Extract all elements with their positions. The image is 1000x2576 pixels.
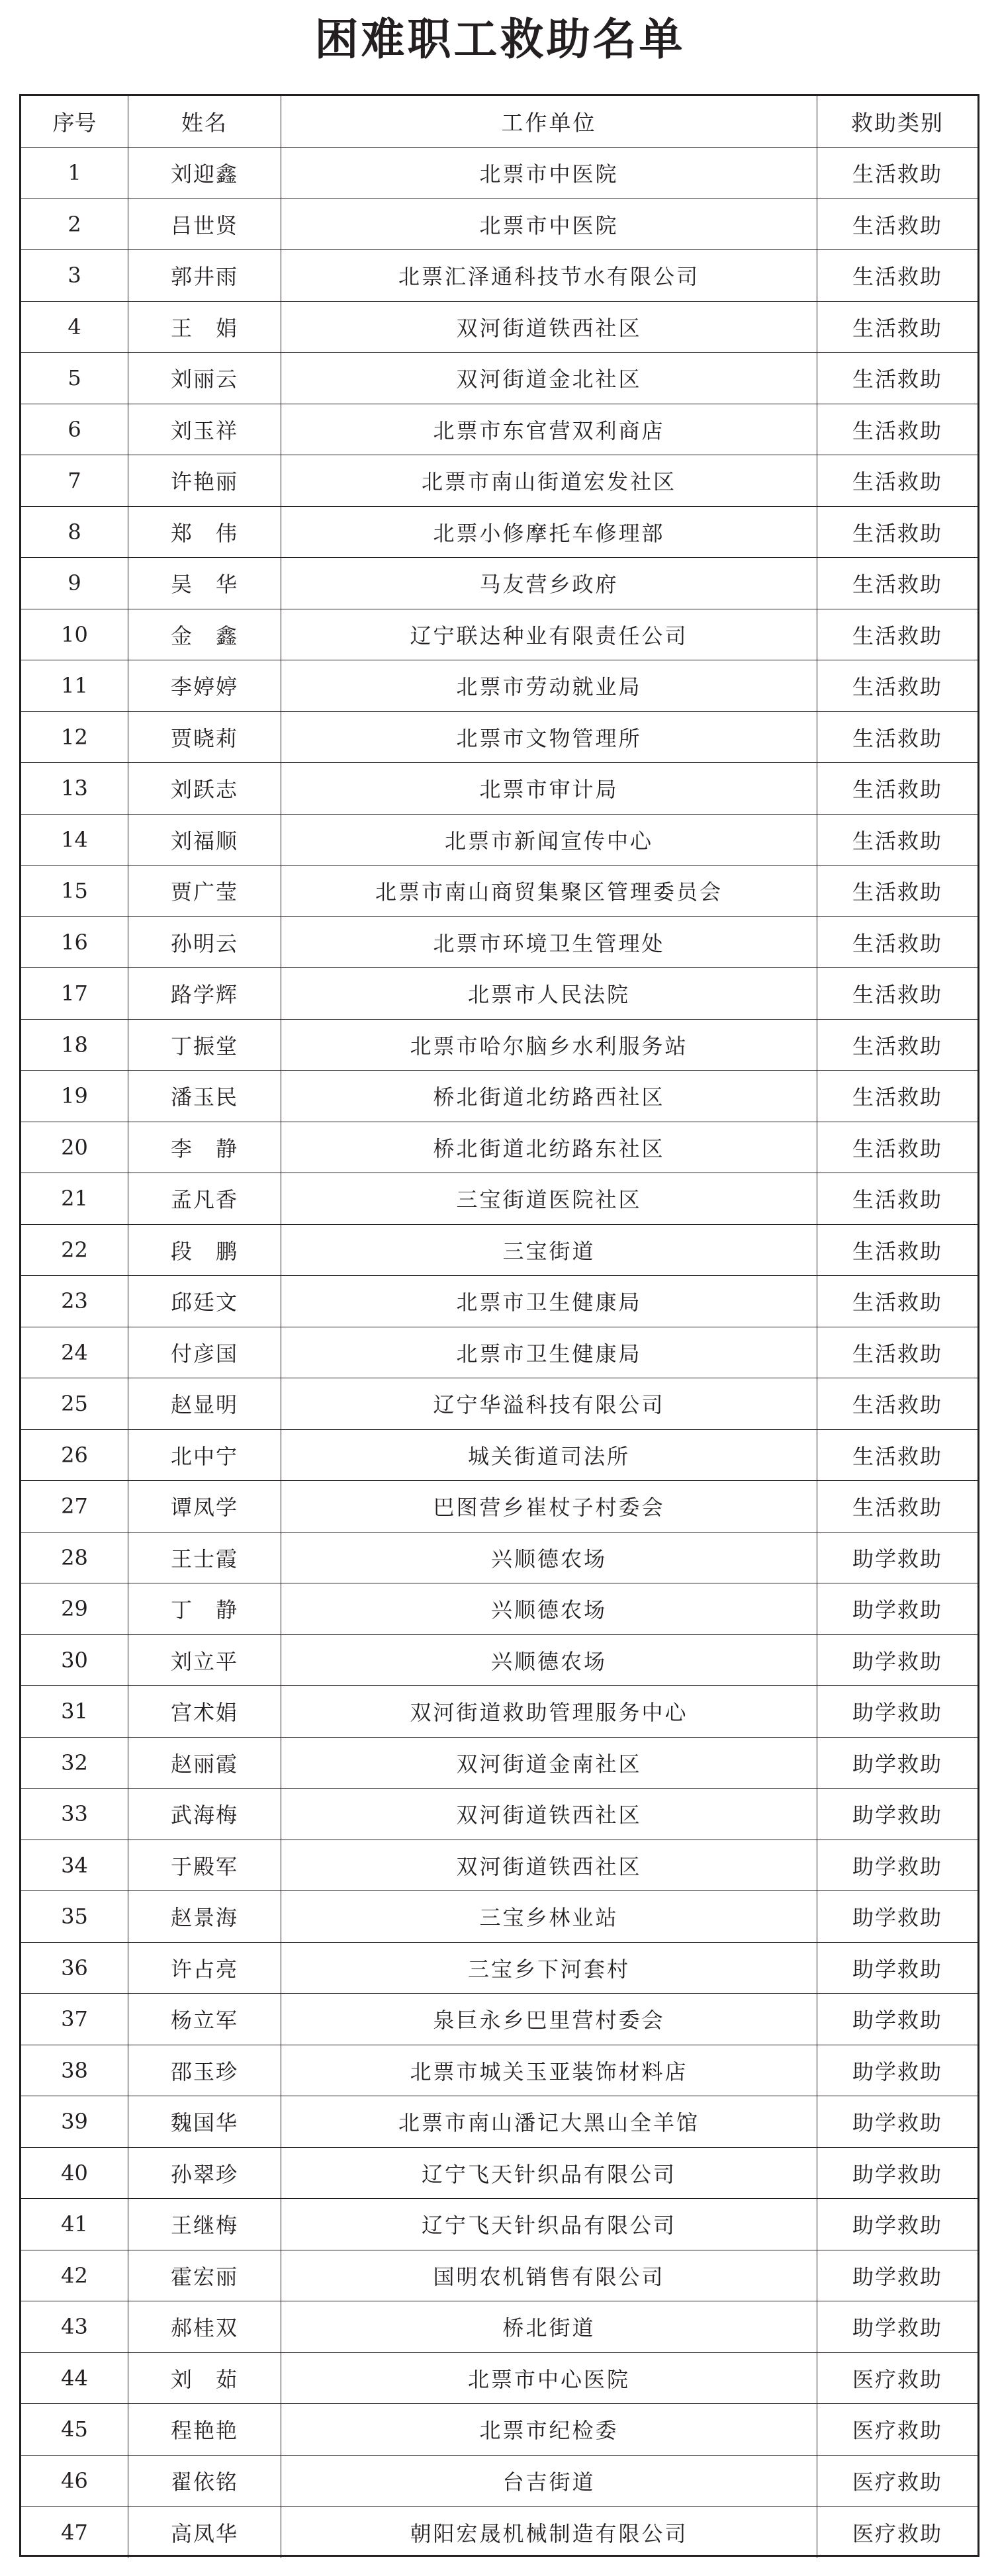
row-category: 医疗救助 <box>852 2520 942 2546</box>
row-index: 14 <box>21 815 128 866</box>
row-category: 生活救助 <box>852 367 942 392</box>
row-name: 丁 静 <box>128 1583 281 1634</box>
row-name: 武海梅 <box>128 1789 281 1840</box>
table-row <box>21 1994 977 2045</box>
row-category: 助学救助 <box>852 2008 942 2033</box>
table-row <box>21 2199 977 2250</box>
row-name: 高凤华 <box>128 2507 281 2558</box>
row-index: 18 <box>21 1020 128 1071</box>
table-row <box>21 1481 977 1532</box>
header-index: 序号 <box>21 96 128 147</box>
row-name: 刘迎鑫 <box>128 148 281 199</box>
row-name: 潘玉民 <box>128 1071 281 1122</box>
row-name: 李 静 <box>128 1122 281 1173</box>
row-unit: 桥北街道 <box>281 2301 817 2352</box>
table-row <box>21 1173 977 1225</box>
row-index: 8 <box>21 507 128 558</box>
table-row <box>21 1532 977 1584</box>
row-index: 5 <box>21 353 128 404</box>
row-index: 16 <box>21 917 128 968</box>
row-category: 生活救助 <box>852 212 942 238</box>
row-unit: 双河街道铁西社区 <box>281 1840 817 1891</box>
row-category: 生活救助 <box>852 1033 942 1059</box>
row-index: 41 <box>21 2199 128 2250</box>
row-unit: 双河街道金南社区 <box>281 1738 817 1789</box>
row-index: 46 <box>21 2456 128 2507</box>
row-unit: 北票市南山商贸集聚区管理委员会 <box>281 866 817 916</box>
row-category: 生活救助 <box>852 1238 942 1264</box>
row-category: 生活救助 <box>852 1135 942 1161</box>
table-row <box>21 815 977 866</box>
row-index: 17 <box>21 968 128 1019</box>
row-unit: 巴图营乡崔杖子村委会 <box>281 1481 817 1532</box>
row-name: 于殿军 <box>128 1840 281 1891</box>
row-name: 刘玉祥 <box>128 404 281 455</box>
row-name: 宫术娟 <box>128 1686 281 1737</box>
row-category: 助学救助 <box>852 1905 942 1931</box>
table-row <box>21 2148 977 2199</box>
row-unit: 双河街道铁西社区 <box>281 1789 817 1840</box>
row-category: 生活救助 <box>852 879 942 905</box>
table-row <box>21 1943 977 1994</box>
row-name: 李婷婷 <box>128 660 281 711</box>
row-unit: 辽宁飞天针织品有限公司 <box>281 2199 817 2250</box>
row-name: 刘福顺 <box>128 815 281 866</box>
row-name: 郑 伟 <box>128 507 281 558</box>
row-unit: 台吉街道 <box>281 2456 817 2507</box>
row-index: 21 <box>21 1173 128 1224</box>
row-category: 助学救助 <box>852 2110 942 2136</box>
row-name: 刘 茹 <box>128 2353 281 2404</box>
row-category: 生活救助 <box>852 1495 942 1521</box>
table-row <box>21 1071 977 1122</box>
row-category: 助学救助 <box>852 2213 942 2239</box>
row-unit: 三宝街道 <box>281 1225 817 1276</box>
row-category: 助学救助 <box>852 2315 942 2341</box>
row-category: 医疗救助 <box>852 2366 942 2392</box>
row-name: 付彦国 <box>128 1327 281 1378</box>
table-row <box>21 1276 977 1327</box>
row-name: 金 鑫 <box>128 609 281 660</box>
row-unit: 泉巨永乡巴里营村委会 <box>281 1994 817 2045</box>
table-row <box>21 2507 977 2558</box>
row-unit: 北票市劳动就业局 <box>281 660 817 711</box>
row-category: 助学救助 <box>852 1648 942 1674</box>
row-index: 24 <box>21 1327 128 1378</box>
row-category: 生活救助 <box>852 418 942 443</box>
row-category: 生活救助 <box>852 674 942 700</box>
row-name: 谭凤学 <box>128 1481 281 1532</box>
row-unit: 三宝乡林业站 <box>281 1891 817 1942</box>
row-unit: 三宝街道医院社区 <box>281 1173 817 1224</box>
row-category: 助学救助 <box>852 1700 942 1726</box>
table-row <box>21 148 977 199</box>
row-index: 32 <box>21 1738 128 1789</box>
row-name: 赵丽霞 <box>128 1738 281 1789</box>
row-unit: 北票小修摩托车修理部 <box>281 507 817 558</box>
row-category: 生活救助 <box>852 930 942 956</box>
row-category: 生活救助 <box>852 264 942 290</box>
row-unit: 桥北街道北纺路西社区 <box>281 1071 817 1122</box>
row-index: 31 <box>21 1686 128 1737</box>
row-index: 4 <box>21 302 128 353</box>
row-name: 吴 华 <box>128 558 281 609</box>
row-unit: 辽宁飞天针织品有限公司 <box>281 2148 817 2199</box>
row-name: 王继梅 <box>128 2199 281 2250</box>
table-row <box>21 1225 977 1276</box>
row-index: 9 <box>21 558 128 609</box>
table-row <box>21 2353 977 2405</box>
row-category: 医疗救助 <box>852 2418 942 2444</box>
row-index: 29 <box>21 1583 128 1634</box>
row-index: 26 <box>21 1430 128 1481</box>
table-row <box>21 404 977 456</box>
row-unit: 北票市纪检委 <box>281 2404 817 2455</box>
table-row <box>21 1789 977 1840</box>
table-header-row <box>21 96 977 148</box>
row-category: 助学救助 <box>852 2161 942 2187</box>
row-index: 25 <box>21 1378 128 1429</box>
row-category: 助学救助 <box>852 2059 942 2084</box>
row-unit: 北票市中心医院 <box>281 2353 817 2404</box>
row-name: 赵显明 <box>128 1378 281 1429</box>
row-name: 孟凡香 <box>128 1173 281 1224</box>
row-unit: 三宝乡下河套村 <box>281 1943 817 1994</box>
row-name: 霍宏丽 <box>128 2250 281 2301</box>
row-name: 孙明云 <box>128 917 281 968</box>
row-index: 19 <box>21 1071 128 1122</box>
table-row <box>21 1327 977 1379</box>
row-category: 助学救助 <box>852 1956 942 1982</box>
row-unit: 辽宁联达种业有限责任公司 <box>281 609 817 660</box>
row-category: 助学救助 <box>852 1597 942 1623</box>
row-unit: 北票市南山街道宏发社区 <box>281 455 817 506</box>
table-row <box>21 1686 977 1738</box>
row-index: 2 <box>21 199 128 250</box>
row-name: 许艳丽 <box>128 455 281 506</box>
row-category: 助学救助 <box>852 1546 942 1572</box>
row-index: 30 <box>21 1635 128 1686</box>
row-category: 生活救助 <box>852 725 942 751</box>
row-category: 生活救助 <box>852 1187 942 1213</box>
row-index: 28 <box>21 1532 128 1583</box>
header-category: 救助类别 <box>851 110 944 136</box>
row-index: 13 <box>21 763 128 814</box>
row-category: 生活救助 <box>852 469 942 495</box>
table-row <box>21 1840 977 1892</box>
table-row <box>21 2045 977 2097</box>
row-index: 47 <box>21 2507 128 2558</box>
row-category: 生活救助 <box>852 828 942 854</box>
row-index: 36 <box>21 1943 128 1994</box>
table-row <box>21 1583 977 1635</box>
table-row <box>21 250 977 302</box>
row-name: 北中宁 <box>128 1430 281 1481</box>
row-unit: 辽宁华溢科技有限公司 <box>281 1378 817 1429</box>
row-unit: 城关街道司法所 <box>281 1430 817 1481</box>
row-name: 王士霞 <box>128 1532 281 1583</box>
row-name: 吕世贤 <box>128 199 281 250</box>
row-unit: 双河街道金北社区 <box>281 353 817 404</box>
row-name: 贾晓莉 <box>128 712 281 763</box>
row-unit: 北票市中医院 <box>281 148 817 199</box>
row-index: 39 <box>21 2096 128 2147</box>
row-name: 刘跃志 <box>128 763 281 814</box>
row-unit: 马友营乡政府 <box>281 558 817 609</box>
row-category: 生活救助 <box>852 623 942 648</box>
row-name: 赵景海 <box>128 1891 281 1942</box>
row-category: 医疗救助 <box>852 2469 942 2495</box>
row-index: 38 <box>21 2045 128 2096</box>
row-name: 孙翠珍 <box>128 2148 281 2199</box>
table-row <box>21 199 977 251</box>
row-unit: 双河街道铁西社区 <box>281 302 817 353</box>
row-name: 翟依铭 <box>128 2456 281 2507</box>
row-unit: 北票市哈尔脑乡水利服务站 <box>281 1020 817 1071</box>
row-index: 23 <box>21 1276 128 1327</box>
row-index: 34 <box>21 1840 128 1891</box>
row-name: 程艳艳 <box>128 2404 281 2455</box>
row-index: 43 <box>21 2301 128 2352</box>
table-row <box>21 2301 977 2353</box>
table-row <box>21 302 977 353</box>
row-unit: 北票市卫生健康局 <box>281 1327 817 1378</box>
row-index: 1 <box>21 148 128 199</box>
row-category: 生活救助 <box>852 777 942 803</box>
row-category: 生活救助 <box>852 161 942 187</box>
row-index: 37 <box>21 1994 128 2045</box>
row-name: 贾广莹 <box>128 866 281 916</box>
row-index: 44 <box>21 2353 128 2404</box>
row-name: 王 娟 <box>128 302 281 353</box>
relief-list-table <box>19 94 979 2557</box>
page-title: 困难职工救助名单 <box>314 14 686 65</box>
table-row <box>21 1378 977 1430</box>
row-category: 生活救助 <box>852 1085 942 1110</box>
table-row <box>21 1020 977 1071</box>
row-unit: 北票市南山潘记大黑山全羊馆 <box>281 2096 817 2147</box>
row-index: 27 <box>21 1481 128 1532</box>
row-unit: 北票市环境卫生管理处 <box>281 917 817 968</box>
table-row <box>21 1430 977 1482</box>
table-row <box>21 2404 977 2456</box>
row-name: 杨立军 <box>128 1994 281 2045</box>
row-name: 魏国华 <box>128 2096 281 2147</box>
row-unit: 双河街道救助管理服务中心 <box>281 1686 817 1737</box>
table-row <box>21 455 977 507</box>
row-index: 45 <box>21 2404 128 2455</box>
row-unit: 北票市新闻宣传中心 <box>281 815 817 866</box>
row-name: 路学辉 <box>128 968 281 1019</box>
table-row <box>21 2250 977 2302</box>
table-row <box>21 2456 977 2507</box>
row-name: 邱廷文 <box>128 1276 281 1327</box>
row-unit: 国明农机销售有限公司 <box>281 2250 817 2301</box>
row-category: 助学救助 <box>852 1853 942 1879</box>
row-index: 35 <box>21 1891 128 1942</box>
row-category: 助学救助 <box>852 1802 942 1828</box>
row-unit: 北票市文物管理所 <box>281 712 817 763</box>
table-row <box>21 660 977 712</box>
row-name: 郝桂双 <box>128 2301 281 2352</box>
header-name: 姓名 <box>128 96 281 147</box>
row-name: 刘丽云 <box>128 353 281 404</box>
row-unit: 北票市城关玉亚装饰材料店 <box>281 2045 817 2096</box>
table-row <box>21 968 977 1020</box>
table-row <box>21 507 977 558</box>
row-unit: 桥北街道北纺路东社区 <box>281 1122 817 1173</box>
row-unit: 北票市卫生健康局 <box>281 1276 817 1327</box>
row-index: 6 <box>21 404 128 455</box>
row-category: 生活救助 <box>852 315 942 341</box>
row-index: 7 <box>21 455 128 506</box>
row-name: 许占亮 <box>128 1943 281 1994</box>
row-name: 丁振堂 <box>128 1020 281 1071</box>
row-unit: 兴顺德农场 <box>281 1532 817 1583</box>
table-row <box>21 2096 977 2148</box>
table-row <box>21 558 977 609</box>
row-unit: 北票市人民法院 <box>281 968 817 1019</box>
row-index: 15 <box>21 866 128 916</box>
row-index: 40 <box>21 2148 128 2199</box>
row-name: 刘立平 <box>128 1635 281 1686</box>
row-unit: 朝阳宏晟机械制造有限公司 <box>281 2507 817 2558</box>
row-index: 12 <box>21 712 128 763</box>
table-row <box>21 712 977 764</box>
row-category: 助学救助 <box>852 2264 942 2289</box>
table-row <box>21 866 977 917</box>
row-name: 段 鹏 <box>128 1225 281 1276</box>
table-row <box>21 353 977 404</box>
table-row <box>21 763 977 815</box>
row-index: 3 <box>21 250 128 301</box>
row-category: 助学救助 <box>852 1751 942 1777</box>
row-unit: 北票汇泽通科技节水有限公司 <box>281 250 817 301</box>
row-index: 10 <box>21 609 128 660</box>
row-category: 生活救助 <box>852 1341 942 1366</box>
header-unit: 工作单位 <box>281 96 817 147</box>
row-unit: 北票市东官营双利商店 <box>281 404 817 455</box>
row-category: 生活救助 <box>852 1392 942 1418</box>
row-index: 22 <box>21 1225 128 1276</box>
table-row <box>21 1738 977 1789</box>
table-row <box>21 609 977 661</box>
table-row <box>21 917 977 969</box>
row-category: 生活救助 <box>852 572 942 598</box>
row-index: 33 <box>21 1789 128 1840</box>
row-unit: 兴顺德农场 <box>281 1635 817 1686</box>
row-category: 生活救助 <box>852 982 942 1008</box>
row-category: 生活救助 <box>852 1290 942 1315</box>
row-unit: 北票市审计局 <box>281 763 817 814</box>
row-unit: 北票市中医院 <box>281 199 817 250</box>
row-name: 郭井雨 <box>128 250 281 301</box>
table-row <box>21 1891 977 1943</box>
row-category: 生活救助 <box>852 520 942 546</box>
table-row <box>21 1122 977 1174</box>
row-index: 20 <box>21 1122 128 1173</box>
row-name: 邵玉珍 <box>128 2045 281 2096</box>
row-index: 11 <box>21 660 128 711</box>
row-unit: 兴顺德农场 <box>281 1583 817 1634</box>
row-category: 生活救助 <box>852 1443 942 1469</box>
row-index: 42 <box>21 2250 128 2301</box>
table-row <box>21 1635 977 1687</box>
